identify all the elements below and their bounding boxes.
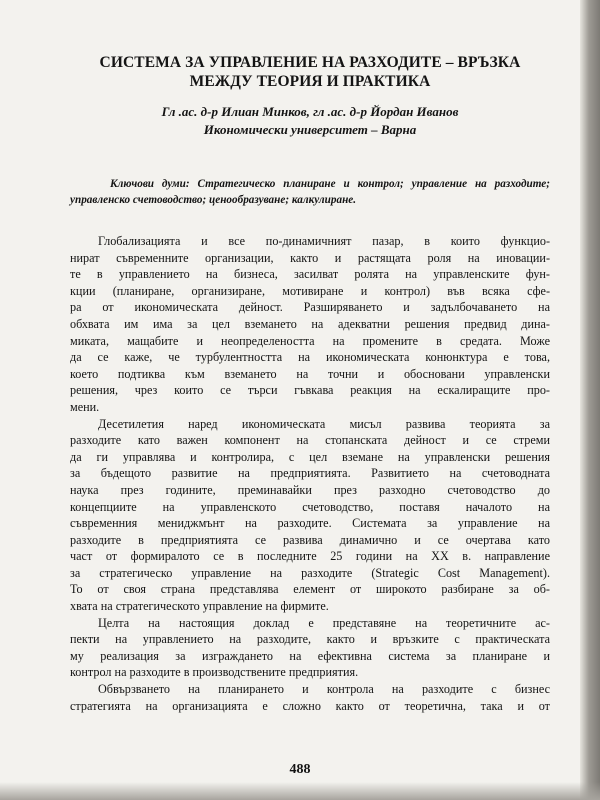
body-line: контрол на разходите в производствените предприятия.: [70, 665, 359, 680]
keywords-paragraph: Ключови думи: Стратегическо планиране и контрол; управление на разходите; управленско счетоводство; ценообразуване; калкулиране.: [70, 178, 550, 206]
authors-line: Гл .ас. д-р Илиан Минков, гл .ас. д-р Йордан Иванов: [161, 104, 459, 119]
body-line: миката, мащабите и неопределеността на промените в средата. Може: [70, 333, 550, 348]
body-line: му реализация за изграждането на ефективна система за планиране и: [70, 648, 550, 663]
body-line: стратегията на организацията е сложно както от теоретична, така и от: [70, 698, 550, 713]
body-line: обхвата им има за цел вземането на адекватни решения предвид дина-: [70, 316, 550, 331]
body-line: Целта на настоящия доклад е представяне на теоретичните ас-: [98, 615, 550, 630]
body-line: което подтиква към вземането на точни и обосновани управленски: [70, 366, 550, 381]
body-line: ра от икономическата дейност. Разширяването и задълбочаването на: [70, 300, 550, 315]
body-line: Глобализацията и все по-динамичният пазар, в които функцио-: [98, 234, 550, 248]
body-line: наука през годините, преминавайки през разходно счетоводство до: [70, 482, 550, 497]
body-line: пекти на управлението на разходите, както и връзките с практическата: [70, 632, 550, 647]
page-edge-shadow: [580, 0, 600, 800]
article-title: СИСТЕМА ЗА УПРАВЛЕНИЕ НА РАЗХОДИТЕ – ВРЪЗКА МЕЖДУ ТЕОРИЯ И ПРАКТИКА: [99, 54, 521, 90]
body-line: част от формиралото се в последните 25 години на ХХ в. направление: [70, 549, 550, 564]
body-line: съвременния мениджмънт на разходите. Системата за управление на: [70, 516, 550, 531]
body-line: нират съвременните организации, както и растящата роля на иновации-: [70, 250, 550, 265]
body-line: да ги управлява и контролира, с цел вземане на управленски решения: [70, 449, 550, 464]
body-text: [70, 233, 550, 714]
body-line: за бъдещото развитие на предприятията. Развитието на счетоводната: [70, 466, 550, 481]
body-line: да се каже, че турбулентността на икономическата конюнктура е това,: [70, 350, 550, 365]
body-line: кции (планиране, организиране, мотивиране и контрол) във всяка сфе-: [70, 283, 550, 298]
body-line: решения, чрез които се търси гъвкава реакция на ескалиращите про-: [70, 383, 550, 398]
authors-block: [70, 103, 550, 139]
body-line: концепциите на управленското счетоводство, поставя началото на: [70, 499, 550, 514]
page-number: 488: [289, 762, 311, 777]
body-line: То от своя страна представлява елемент от широкото разбиране за об-: [70, 582, 550, 597]
body-line: те в управлението на бизнеса, засилват ролята на управленските фун-: [70, 267, 550, 282]
page-bottom-shadow: [0, 782, 600, 800]
body-line: разходите като важен компонент на стопанската дейност и се стреми: [70, 433, 550, 448]
body-line: Обвързването на планирането и контрола на разходите с бизнес: [98, 682, 550, 697]
body-line: за стратегическо управление на разходите (Strategic Cost Management).: [70, 565, 550, 580]
body-line: Десетилетия наред икономическата мисъл развива теорията за: [98, 416, 550, 431]
body-line: разходите в предприятията се развива динамично и се очертава като: [70, 532, 550, 547]
body-line: хвата на стратегическото управление на фирмите.: [70, 599, 329, 614]
body-line: мени.: [70, 399, 100, 414]
affiliation-line: Икономически университет – Варна: [203, 122, 417, 137]
